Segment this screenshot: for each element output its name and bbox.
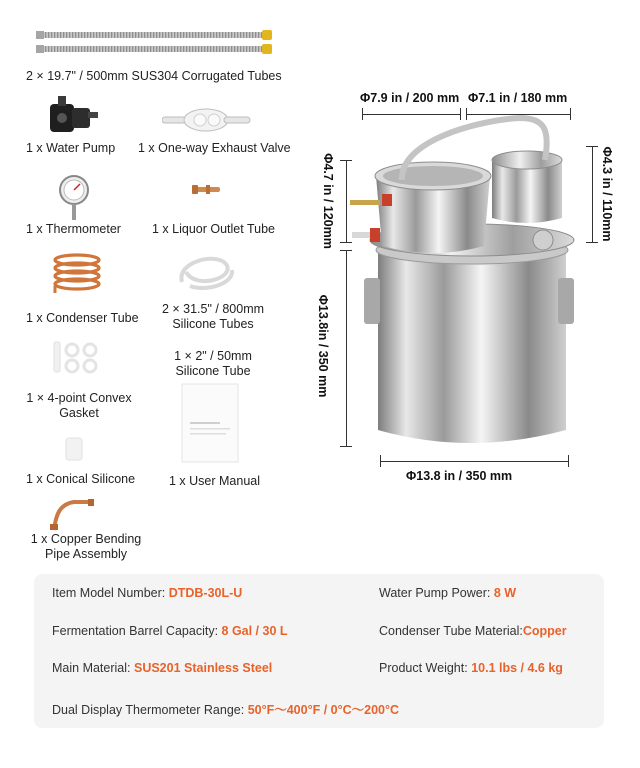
dimension-top-left: Φ7.9 in / 200 mm: [360, 91, 460, 105]
still-product-image: [330, 100, 610, 460]
spec-weight: [379, 661, 563, 675]
spec-model-label: Item Model Number:: [52, 586, 169, 600]
silicone-tube-label-line1: 1 × 2" / 50mm: [174, 349, 252, 363]
silicone-tubes-label-line2: Silicone Tubes: [172, 317, 254, 331]
corrugated-tubes-icon: [36, 26, 276, 60]
condenser-tube-icon: [50, 252, 104, 294]
spec-model-value: DTDB-30L-U: [168, 586, 243, 600]
dimension-top-right: Φ7.1 in / 180 mm: [468, 91, 568, 105]
dimension-line-right-small: [592, 146, 593, 242]
spec-capacity: [52, 624, 288, 638]
spec-model: [52, 586, 242, 600]
convex-gasket-label-line2: Gasket: [59, 406, 99, 420]
dimension-line-bottom: [380, 461, 568, 462]
exhaust-valve-icon: [162, 106, 252, 134]
condenser-tube-label: 1 x Condenser Tube: [26, 311, 139, 325]
spec-thermometer-range-value: 50°F～400°F / 0°C～200°C: [247, 703, 399, 717]
dimension-tick: [340, 160, 352, 161]
dimension-tick: [340, 446, 352, 447]
dimension-left-big: Φ13.8in / 350 mm: [316, 294, 330, 398]
convex-gasket-icon: [52, 340, 100, 374]
convex-gasket-label-line1: 1 × 4-point Convex: [26, 391, 132, 405]
convex-gasket-label: [16, 391, 142, 421]
dimension-line-left-big: [346, 250, 347, 446]
thermometer-icon: [52, 172, 100, 220]
spec-material-value: SUS201 Stainless Steel: [133, 661, 273, 675]
dimension-tick: [362, 108, 363, 120]
liquor-outlet-tube-icon: [192, 180, 224, 198]
copper-pipe-label: [20, 532, 152, 562]
dimension-tick: [466, 108, 467, 120]
liquor-outlet-tube-label: 1 x Liquor Outlet Tube: [152, 222, 275, 236]
spec-pump: [379, 586, 516, 600]
dimension-tick: [568, 455, 569, 467]
dimension-right-small: Φ4.3 in / 110mm: [600, 146, 614, 242]
copper-pipe-label-line1: 1 x Copper Bending: [30, 532, 142, 546]
silicone-tubes-label: [150, 302, 276, 332]
spec-condenser-label: Condenser Tube Material:: [379, 624, 523, 638]
spec-capacity-value: 8 Gal / 30 L: [221, 624, 288, 638]
dimension-bottom: Φ13.8 in / 350 mm: [406, 469, 513, 483]
dimension-tick: [586, 146, 598, 147]
water-pump-label: 1 x Water Pump: [26, 141, 116, 155]
thermometer-label: 1 x Thermometer: [26, 222, 121, 236]
spec-capacity-label: Fermentation Barrel Capacity:: [52, 624, 222, 638]
dimension-tick: [340, 250, 352, 251]
spec-material: [52, 661, 272, 675]
spec-weight-value: 10.1 lbs / 4.6 kg: [471, 661, 563, 675]
spec-condenser-value: Copper: [522, 624, 567, 638]
conical-silicone-label: 1 x Conical Silicone: [26, 472, 136, 486]
copper-pipe-label-line2: Pipe Assembly: [45, 547, 127, 561]
user-manual-label: 1 x User Manual: [169, 474, 261, 488]
dimension-tick: [340, 242, 352, 243]
spec-condenser: [379, 624, 567, 638]
spec-pump-label: Water Pump Power:: [379, 586, 494, 600]
dimension-left-small: Φ4.7 in / 120mm: [321, 153, 335, 249]
water-pump-icon: [44, 96, 100, 138]
dimension-tick: [380, 455, 381, 467]
silicone-tubes-icon: [176, 252, 238, 292]
dimension-tick: [460, 108, 461, 120]
dimension-tick: [586, 242, 598, 243]
silicone-tube-label-line2: Silicone Tube: [175, 364, 251, 378]
spec-material-label: Main Material:: [52, 661, 134, 675]
dimension-tick: [570, 108, 571, 120]
spec-thermometer-range: [52, 700, 399, 718]
dimension-line-top-right: [466, 114, 570, 115]
spec-pump-value: 8 W: [493, 586, 517, 600]
dimension-line-left-small: [346, 160, 347, 242]
silicone-tubes-label-line1: 2 × 31.5" / 800mm: [161, 302, 265, 316]
corrugated-tubes-label: 2 × 19.7" / 500mm SUS304 Corrugated Tubes: [26, 69, 282, 83]
spec-thermometer-range-label: Dual Display Thermometer Range:: [52, 703, 248, 717]
exhaust-valve-label: 1 x One-way Exhaust Valve: [138, 141, 291, 155]
dimension-line-top-left: [362, 114, 460, 115]
silicone-tube-label: [150, 349, 276, 379]
spec-weight-label: Product Weight:: [379, 661, 472, 675]
conical-silicone-icon: [64, 436, 84, 462]
copper-pipe-icon: [46, 494, 96, 532]
user-manual-icon: [180, 382, 240, 464]
